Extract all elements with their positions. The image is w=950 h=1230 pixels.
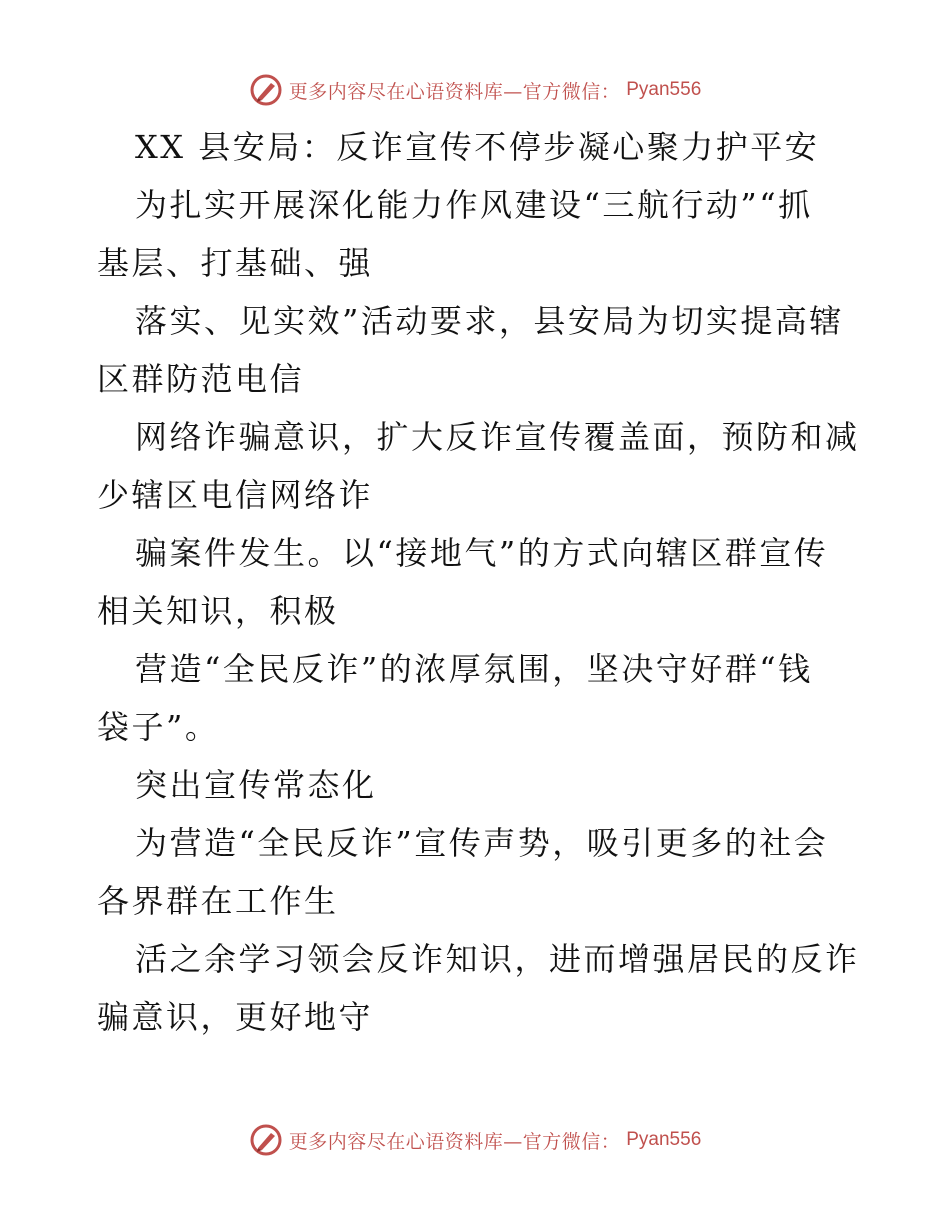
- header-watermark: [0, 70, 950, 110]
- text-line: 少辖区电信网络诈: [97, 476, 374, 514]
- text-line: 骗案件发生。以“接地气”的方式向辖区群宣传: [135, 534, 829, 572]
- document-body: [97, 118, 860, 1046]
- text-line: 基层、打基础、强: [97, 244, 374, 282]
- watermark-handle: Pyan556: [626, 79, 702, 100]
- section-heading: 突出宣传常态化: [135, 766, 377, 804]
- text-line: 营造“全民反诈”的浓厚氛围，坚决守好群“钱: [135, 650, 813, 688]
- text-line: 落实、见实效”活动要求，县安局为切实提高辖: [135, 302, 844, 340]
- watermark-text: 更多内容尽在心语资料库—官方微信：: [288, 1130, 621, 1153]
- watermark-handle: Pyan556: [626, 1129, 702, 1150]
- text-line: 区群防范电信: [97, 360, 305, 398]
- text-line: 活之余学习领会反诈知识，进而增强居民的反诈: [135, 940, 860, 978]
- text-line: 网络诈骗意识，扩大反诈宣传覆盖面，预防和减: [135, 418, 860, 456]
- text-line: 为扎实开展深化能力作风建设“三航行动”“抓: [135, 186, 813, 224]
- watermark-text: 更多内容尽在心语资料库—官方微信：: [288, 80, 621, 103]
- text-line: 相关知识，积极: [97, 592, 339, 630]
- text-line: 各界群在工作生: [97, 882, 339, 920]
- footer-watermark: [0, 1120, 950, 1160]
- pen-logo-icon: [249, 73, 283, 107]
- document-title: XX 县安局：反诈宣传不停步凝心聚力护平安: [135, 128, 820, 166]
- text-line: 袋子”。: [97, 708, 220, 746]
- text-line: 为营造“全民反诈”宣传声势，吸引更多的社会: [135, 824, 829, 862]
- pen-logo-icon: [249, 1123, 283, 1157]
- text-line: 骗意识，更好地守: [97, 998, 374, 1036]
